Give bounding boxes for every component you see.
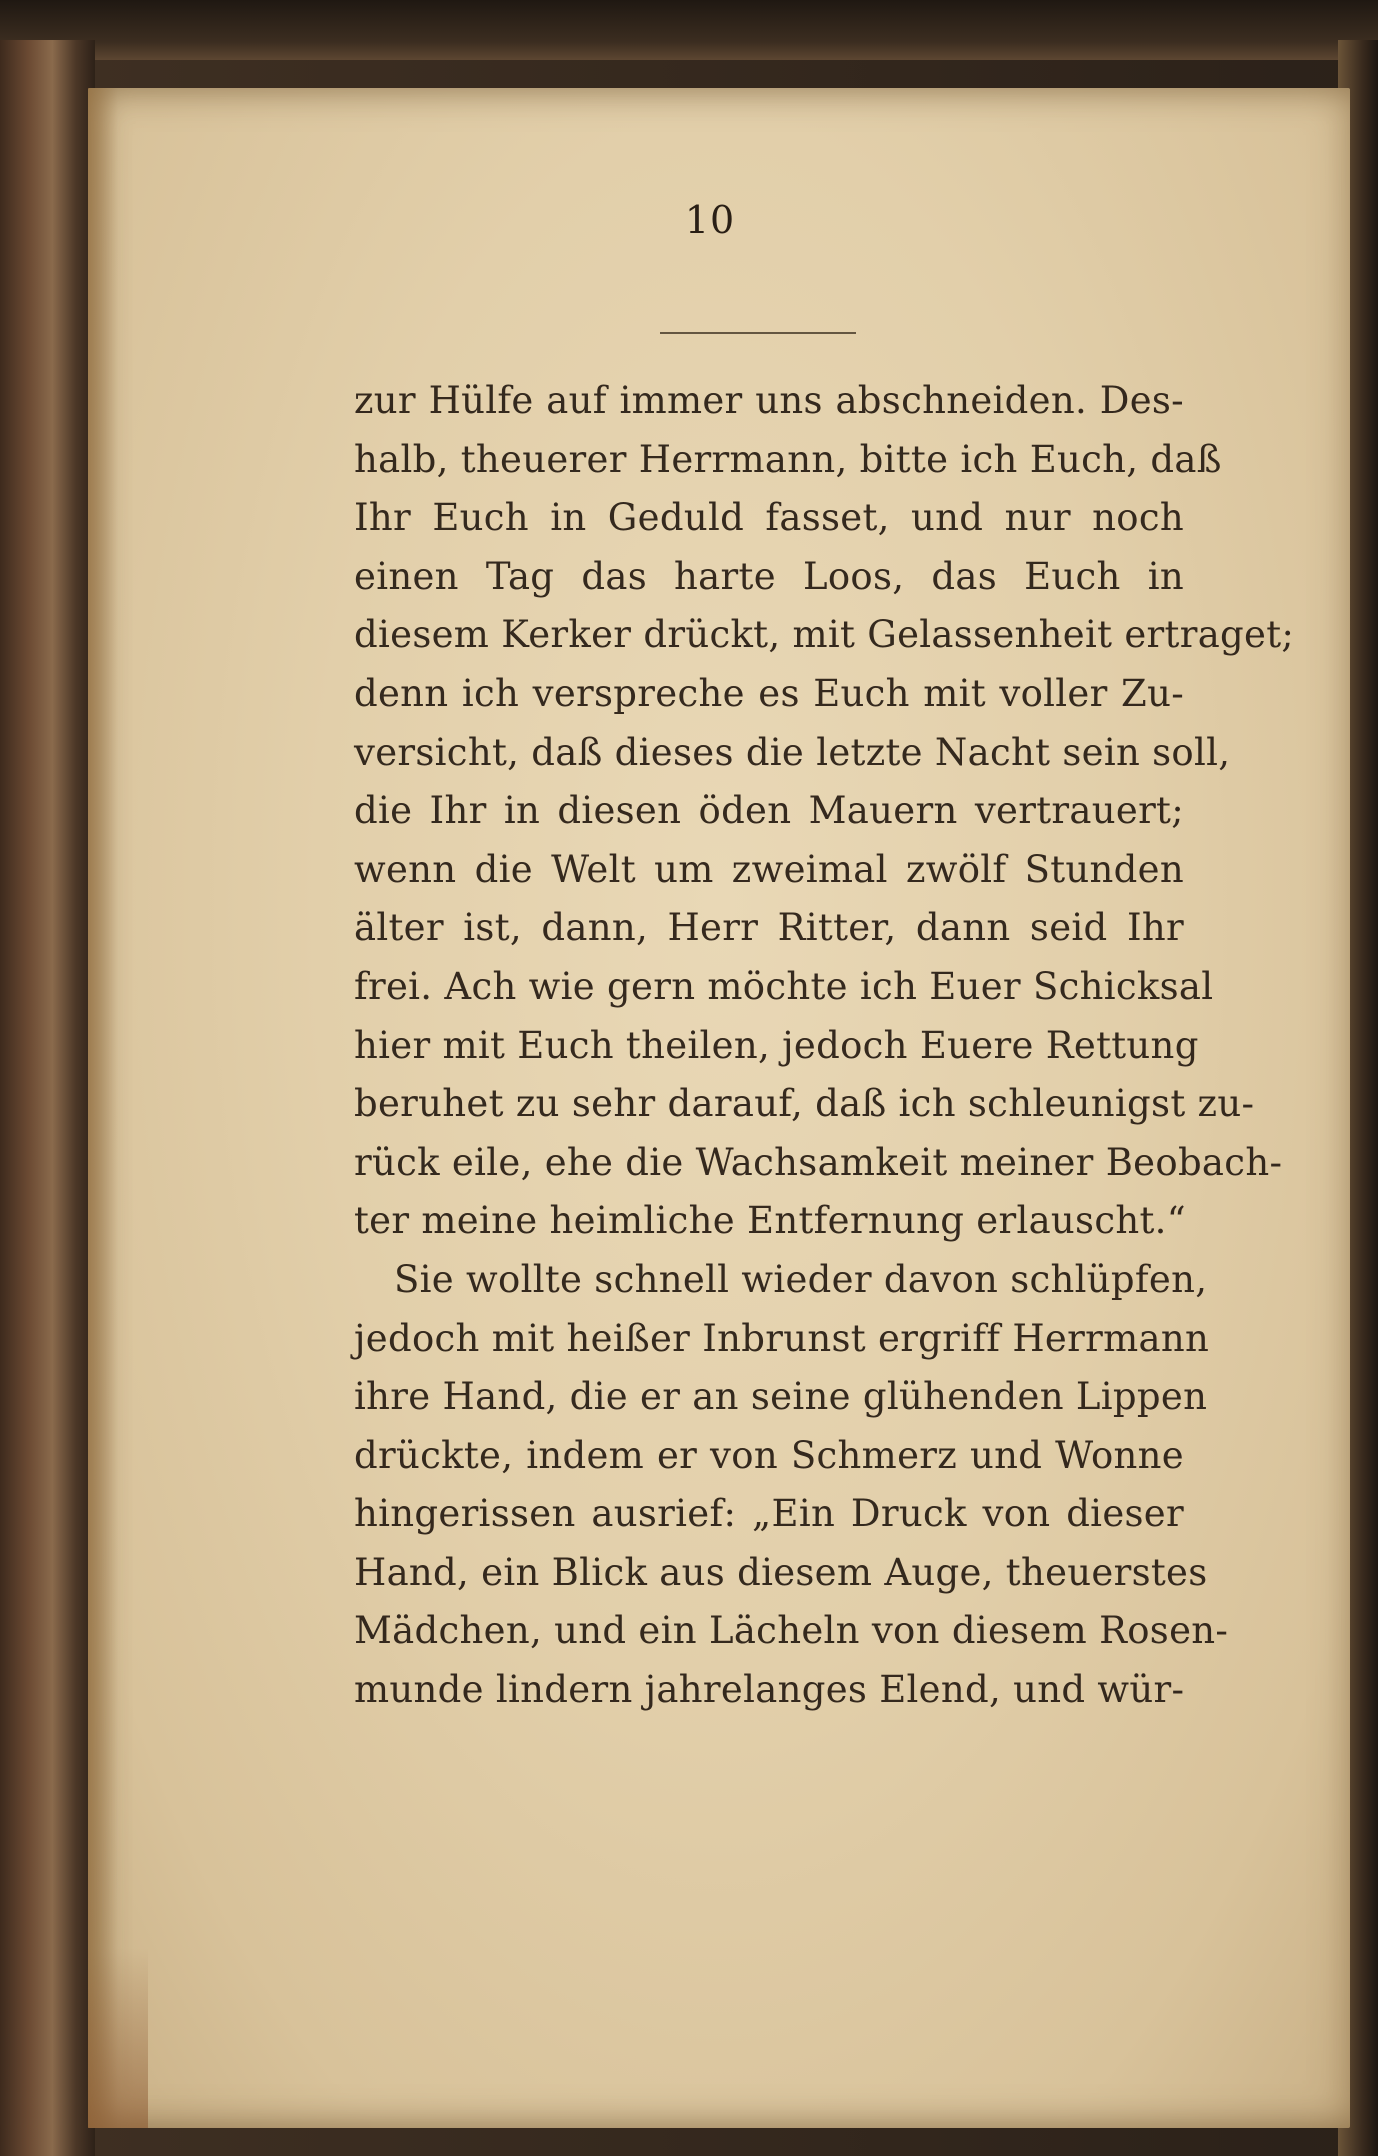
text-line: Mädchen, und ein Lächeln von diesem Rosen- bbox=[354, 1609, 1229, 1653]
text-line: munde lindern jahrelanges Elend, und wür- bbox=[354, 1668, 1185, 1712]
text-line: Ihr Euch in Geduld fasset, und nur noch bbox=[354, 496, 1184, 540]
text-line: wenn die Welt um zweimal zwölf Stunden bbox=[354, 847, 1184, 891]
text-line: älter ist, dann, Herr Ritter, dann seid Ihr bbox=[354, 906, 1184, 950]
page-number: 10 bbox=[684, 198, 736, 242]
page-gutter-shadow bbox=[88, 88, 118, 2128]
text-line: jedoch mit heißer Inbrunst ergriff Herrmann bbox=[354, 1316, 1210, 1360]
text-line: drückte, indem er von Schmerz und Wonne bbox=[354, 1433, 1184, 1477]
text-line: diesem Kerker drückt, mit Gelassenheit ertraget; bbox=[354, 613, 1295, 657]
text-line: versicht, daß dieses die letzte Nacht sein soll, bbox=[354, 730, 1231, 774]
text-line: rück eile, ehe die Wachsamkeit meiner Beobach- bbox=[354, 1140, 1283, 1184]
text-line: zur Hülfe auf immer uns abschneiden. Des- bbox=[354, 379, 1184, 422]
text-line: hier mit Euch theilen, jedoch Euere Rettung bbox=[354, 1023, 1199, 1067]
page-corner-stain bbox=[88, 1948, 148, 2128]
text-line: beruhet zu sehr darauf, daß ich schleunigst zu- bbox=[354, 1082, 1255, 1126]
text-line: denn ich verspreche es Euch mit voller Zu- bbox=[354, 671, 1184, 715]
text-line: Hand, ein Blick aus diesem Auge, theuerstes bbox=[354, 1550, 1208, 1594]
paragraph-end-line: ter meine heimliche Entfernung erlauscht.“ bbox=[354, 1199, 1186, 1243]
text-line: hingerissen ausrief: „Ein Druck von dieser bbox=[354, 1492, 1184, 1536]
text-line: einen Tag das harte Loos, das Euch in bbox=[354, 554, 1184, 598]
text-line: ihre Hand, die er an seine glühenden Lippen bbox=[354, 1375, 1208, 1419]
body-text bbox=[354, 372, 1295, 1720]
book-binding-top bbox=[0, 0, 1378, 60]
text-line: die Ihr in diesen öden Mauern vertrauert; bbox=[354, 789, 1184, 833]
book-spine-edge bbox=[0, 40, 95, 2156]
header-rule bbox=[660, 332, 856, 334]
page-header bbox=[560, 198, 860, 242]
paragraph-start-line: Sie wollte schnell wieder davon schlüpfen, bbox=[394, 1257, 1208, 1301]
text-line: frei. Ach wie gern möchte ich Euer Schicksal bbox=[354, 964, 1214, 1008]
text-line: halb, theuerer Herrmann, bitte ich Euch, daß bbox=[354, 437, 1222, 481]
